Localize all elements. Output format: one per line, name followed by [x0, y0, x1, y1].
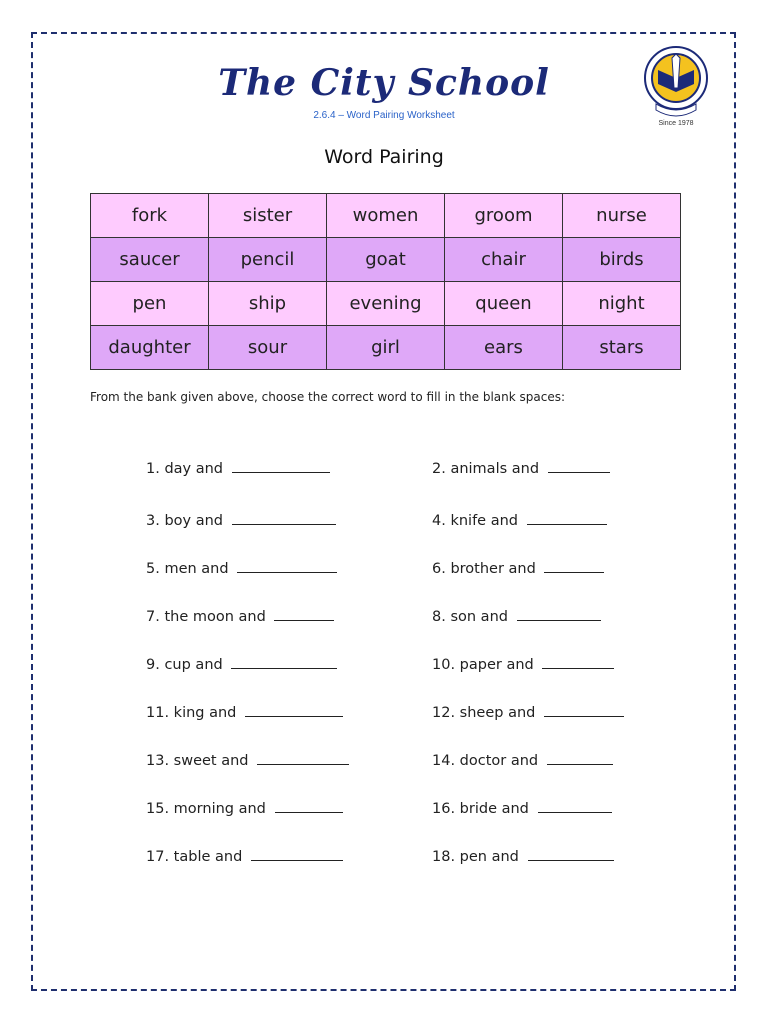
answer-blank[interactable]	[528, 846, 614, 861]
word-bank-cell: fork	[91, 194, 209, 238]
answer-blank[interactable]	[517, 606, 601, 621]
item-number: 17.	[146, 849, 170, 865]
word-bank-row	[91, 282, 681, 326]
answer-blank[interactable]	[527, 510, 607, 525]
answer-blank[interactable]	[538, 798, 612, 813]
item-text: doctor and	[459, 753, 539, 769]
item-text: brother and	[450, 561, 536, 577]
item-text: son and	[450, 609, 508, 625]
item-text: boy and	[164, 513, 223, 529]
exercise-item	[432, 458, 610, 477]
exercise-item	[146, 510, 336, 529]
worksheet-subtitle: 2.6.4 – Word Pairing Worksheet	[313, 110, 455, 121]
exercise-item	[146, 798, 343, 817]
item-number: 18.	[432, 849, 456, 865]
word-bank-row	[91, 194, 681, 238]
item-text: sweet and	[173, 753, 249, 769]
answer-blank[interactable]	[245, 702, 343, 717]
word-bank-cell: evening	[327, 282, 445, 326]
word-bank-cell: ship	[209, 282, 327, 326]
word-bank-cell: goat	[327, 238, 445, 282]
item-number: 12.	[432, 705, 456, 721]
answer-blank[interactable]	[251, 846, 343, 861]
word-bank-cell: pen	[91, 282, 209, 326]
item-text: men and	[164, 561, 229, 577]
item-number: 1.	[146, 461, 160, 477]
word-bank-cell: sister	[209, 194, 327, 238]
sheet-title: Word Pairing	[324, 146, 444, 168]
exercise-item	[146, 558, 337, 577]
word-bank-table	[90, 193, 681, 370]
item-number: 13.	[146, 753, 170, 769]
answer-blank[interactable]	[275, 798, 343, 813]
word-bank-cell: saucer	[91, 238, 209, 282]
page-border	[31, 32, 736, 991]
exercise-item	[146, 702, 343, 721]
instruction-text: From the bank given above, choose the correct word to fill in the blank spaces:	[90, 390, 565, 404]
word-bank-cell: night	[563, 282, 681, 326]
item-text: animals and	[450, 461, 540, 477]
answer-blank[interactable]	[232, 510, 336, 525]
item-text: knife and	[450, 513, 518, 529]
item-number: 14.	[432, 753, 456, 769]
exercise-item	[146, 458, 330, 477]
item-number: 6.	[432, 561, 446, 577]
word-bank-cell: nurse	[563, 194, 681, 238]
word-bank-cell: birds	[563, 238, 681, 282]
exercise-item	[432, 510, 607, 529]
answer-blank[interactable]	[274, 606, 334, 621]
exercise-item	[432, 702, 624, 721]
exercise-item	[432, 558, 604, 577]
answer-blank[interactable]	[257, 750, 349, 765]
item-number: 9.	[146, 657, 160, 673]
answer-blank[interactable]	[544, 702, 624, 717]
answer-blank[interactable]	[231, 654, 337, 669]
item-text: day and	[164, 461, 224, 477]
word-bank-cell: daughter	[91, 326, 209, 370]
word-bank-row	[91, 326, 681, 370]
item-text: pen and	[459, 849, 519, 865]
word-bank-cell: sour	[209, 326, 327, 370]
word-bank-cell: pencil	[209, 238, 327, 282]
exercise-item	[146, 750, 349, 769]
school-name: The City School	[218, 62, 550, 104]
answer-blank[interactable]	[237, 558, 337, 573]
word-bank-cell: groom	[445, 194, 563, 238]
word-bank-cell: women	[327, 194, 445, 238]
word-bank-cell: queen	[445, 282, 563, 326]
item-number: 5.	[146, 561, 160, 577]
item-number: 16.	[432, 801, 456, 817]
item-number: 2.	[432, 461, 446, 477]
answer-blank[interactable]	[548, 458, 610, 473]
answer-blank[interactable]	[232, 458, 330, 473]
answer-blank[interactable]	[542, 654, 614, 669]
word-bank-cell: girl	[327, 326, 445, 370]
item-number: 3.	[146, 513, 160, 529]
item-number: 15.	[146, 801, 170, 817]
word-bank-cell: chair	[445, 238, 563, 282]
exercise-item	[432, 654, 614, 673]
item-number: 7.	[146, 609, 160, 625]
exercise-item	[146, 654, 337, 673]
exercise-item	[146, 846, 343, 865]
item-text: morning and	[173, 801, 266, 817]
item-text: cup and	[164, 657, 223, 673]
word-bank-cell: ears	[445, 326, 563, 370]
item-number: 4.	[432, 513, 446, 529]
item-number: 10.	[432, 657, 456, 673]
item-number: 11.	[146, 705, 170, 721]
answer-blank[interactable]	[547, 750, 613, 765]
answer-blank[interactable]	[544, 558, 604, 573]
exercise-item	[146, 606, 334, 625]
exercise-item	[432, 846, 614, 865]
logo-since-text: Since 1978	[658, 120, 694, 127]
item-text: king and	[173, 705, 237, 721]
item-number: 8.	[432, 609, 446, 625]
item-text: sheep and	[459, 705, 536, 721]
item-text: paper and	[459, 657, 534, 673]
item-text: bride and	[459, 801, 529, 817]
word-bank-row	[91, 238, 681, 282]
exercise-item	[432, 798, 612, 817]
item-text: table and	[173, 849, 243, 865]
word-bank-cell: stars	[563, 326, 681, 370]
exercise-item	[432, 750, 613, 769]
item-text: the moon and	[164, 609, 266, 625]
exercise-item	[432, 606, 601, 625]
